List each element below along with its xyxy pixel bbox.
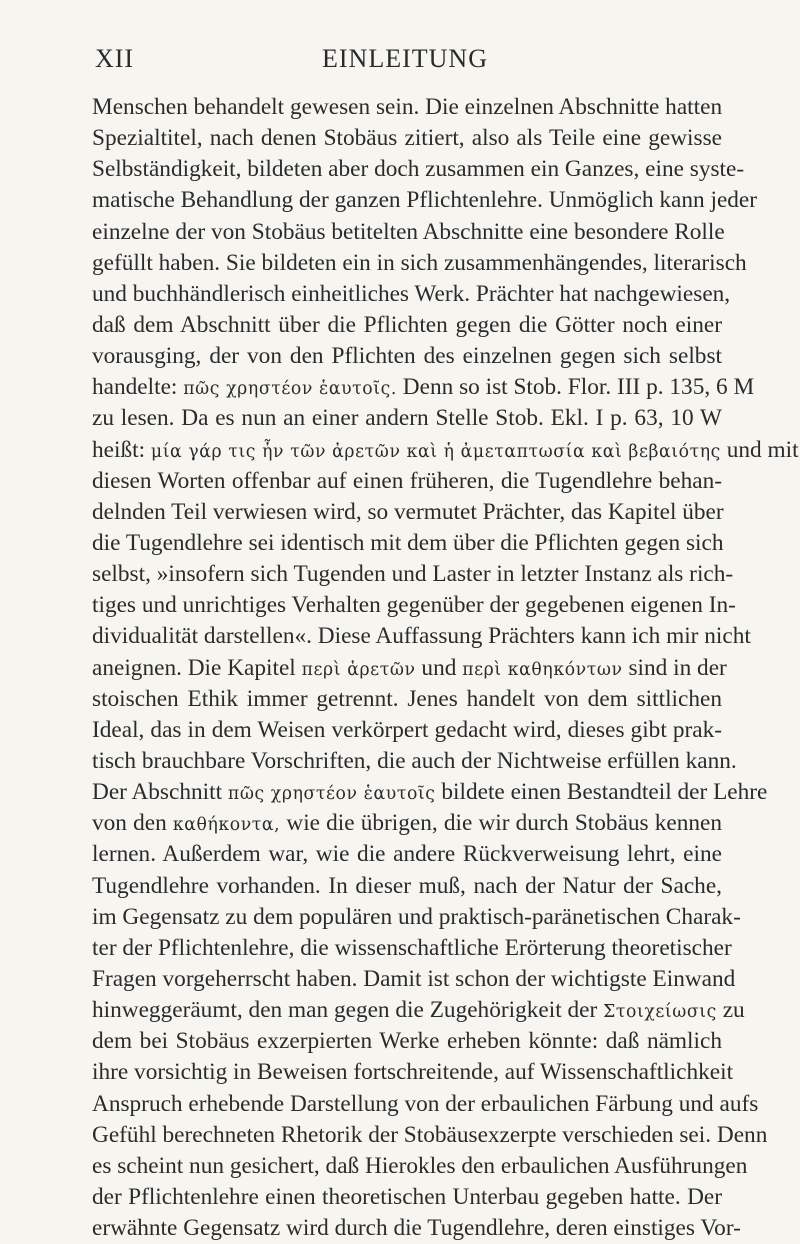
text-segment: Menschen behandelt gewesen sein. Die einzelnen Abschnitte hatten [92, 94, 723, 120]
text-segment: erwähnte Gegensatz wird durch die Tugendlehre, deren einstiges Vor- [92, 1215, 741, 1242]
text-line [92, 653, 727, 684]
text-segment: Gefühl berechneten Rhetorik der Stobäusexzerpte verschieden sei. Denn [92, 1121, 768, 1148]
text-segment: Selbständigkeit, bildeten aber doch zusammen ein Ganzes, eine syste- [92, 156, 745, 183]
greek-phrase: Στοιχείωσις [603, 1002, 717, 1023]
text-segment: und buchhändlerisch einheitliches Werk. Prächter hat nachgewiesen, [92, 280, 731, 307]
text-line [92, 839, 722, 870]
page-number: XII [95, 44, 135, 73]
greek-phrase: πῶς χρηστέον ἑαυτοῖς. [183, 379, 397, 400]
text-segment: handelte: [92, 374, 184, 401]
text-segment: im Gegensatz zu dem populären und praktisch-paränetischen Charak- [92, 903, 741, 930]
text-line [92, 466, 722, 497]
text-line [92, 590, 736, 621]
greek-phrase: περὶ ἀρετῶν [301, 659, 416, 680]
text-segment: bildete einen Bestandteil der Lehre [435, 779, 768, 806]
text-segment: zu lesen. Da es nun an einer andern Stelle Stob. Ekl. I p. 63, 10 W [92, 405, 722, 432]
text-line [92, 808, 722, 839]
text-line [92, 621, 751, 652]
text-segment: Anspruch erhebende Darstellung von der erbaulichen Färbung und aufs [92, 1090, 759, 1117]
text-segment: und mit [720, 436, 799, 463]
text-line [92, 777, 768, 808]
text-segment: von den [92, 810, 173, 837]
text-line [92, 746, 737, 777]
running-title: EINLEITUNG [322, 44, 488, 73]
text-line [92, 871, 722, 902]
body-paragraph [92, 92, 799, 1244]
text-line [92, 403, 722, 434]
text-segment: und [415, 654, 463, 681]
text-segment: matische Behandlung der ganzen Pflichtenlehre. Unmöglich kann jeder [92, 187, 758, 214]
text-segment: tisch brauchbare Vorschriften, die auch der Nichtweise erfüllen kann. [92, 747, 737, 774]
text-segment: aneignen. Die Kapitel [92, 654, 302, 681]
text-segment: diesen Worten offenbar auf einen früheren, die Tugendlehre behan- [92, 467, 722, 494]
text-line [92, 964, 736, 995]
text-segment: der Pflichtenlehre einen theoretischen Unterbau gegeben hatte. Der [92, 1183, 722, 1210]
text-line [92, 1213, 741, 1244]
text-segment: gefüllt haben. Sie bildeten ein in sich zusammenhängendes, literarisch [92, 249, 747, 276]
text-line [92, 341, 722, 372]
text-segment: daß dem Abschnitt über die Pflichten gegen die Götter noch einer [92, 311, 722, 338]
text-segment: vorausging, der von den Pflichten des einzelnen gegen sich selbst [92, 343, 722, 370]
text-line [92, 248, 747, 279]
text-line [92, 528, 722, 559]
text-segment: heißt: [92, 436, 151, 463]
text-segment: Fragen vorgeherrscht haben. Damit ist schon der wichtigste Einwand [92, 965, 736, 992]
text-line [92, 684, 722, 715]
greek-phrase: πῶς χρηστέον ἑαυτοῖς [227, 784, 436, 805]
text-segment: zu [716, 997, 745, 1024]
text-line [92, 1151, 748, 1182]
text-segment: Denn so ist Stob. Flor. III p. 135, 6 M [396, 374, 755, 401]
text-segment: Spezialtitel, nach denen Stobäus zitiert, also als Teile eine gewisse [92, 125, 722, 152]
text-segment: wie die übrigen, die wir durch Stobäus kennen [280, 810, 723, 837]
text-line [92, 995, 745, 1026]
text-segment: sind in der [622, 654, 727, 681]
greek-phrase: καθήκοντα, [172, 815, 281, 836]
text-line [92, 1120, 768, 1151]
text-line [92, 933, 732, 964]
text-segment: Tugendlehre vorhanden. In dieser muß, nach der Natur der Sache, [92, 872, 722, 899]
text-line [92, 1057, 734, 1088]
text-segment: tiges und unrichtiges Verhalten gegenüber der gegebenen eigenen In- [92, 592, 736, 619]
text-segment: die Tugendlehre sei identisch mit dem über die Pflichten gegen sich [92, 529, 724, 556]
text-line [92, 123, 722, 154]
greek-phrase: μία γάρ τις ἦν τῶν ἀρετῶν καὶ ἡ ἀμεταπτωσία καὶ βεβαιότης [150, 441, 721, 462]
text-line [92, 279, 731, 310]
text-line [92, 92, 722, 123]
text-segment: stoischen Ethik immer getrennt. Jenes handelt von dem sittlichen [92, 685, 722, 712]
text-segment: dem bei Stobäus exzerpierten Werke erheben könnte: daß nämlich [92, 1028, 722, 1055]
text-line [92, 217, 725, 248]
text-line [92, 310, 722, 341]
text-segment: einzelne der von Stobäus betitelten Abschnitte eine besondere Rolle [92, 218, 725, 245]
text-line [92, 559, 734, 590]
text-line [92, 1026, 722, 1057]
text-line [92, 372, 755, 403]
text-segment: hinweggeräumt, den man gegen die Zugehörigkeit der [92, 997, 604, 1024]
text-line [92, 1089, 759, 1120]
greek-phrase: περὶ καθηκόντων [462, 659, 623, 680]
text-segment: lernen. Außerdem war, wie die andere Rückverweisung lehrt, eine [92, 841, 722, 868]
text-line [92, 497, 722, 528]
text-line [92, 1182, 722, 1213]
text-segment: selbst, »insofern sich Tugenden und Laster in letzter Instanz als rich- [92, 561, 734, 588]
text-line [92, 185, 758, 216]
text-segment: ihre vorsichtig in Beweisen fortschreitende, auf Wissenschaftlichkeit [92, 1059, 734, 1086]
text-segment: ter der Pflichtenlehre, die wissenschaftliche Erörterung theoretischer [92, 934, 732, 961]
text-segment: delnden Teil verwiesen wird, so vermutet Prächter, das Kapitel über [92, 498, 724, 525]
text-line [92, 715, 722, 746]
text-segment: Ideal, das in dem Weisen verkörpert gedacht wird, dieses gibt prak- [92, 716, 722, 743]
text-line [92, 154, 745, 185]
page-header [95, 44, 715, 74]
text-line [92, 902, 741, 933]
text-segment: Der Abschnitt [92, 779, 228, 806]
text-segment: es scheint nun gesichert, daß Hierokles den erbaulichen Ausführungen [92, 1152, 748, 1179]
text-segment: dividualität darstellen«. Diese Auffassung Prächters kann ich mir nicht [92, 623, 751, 650]
text-line [92, 435, 799, 466]
